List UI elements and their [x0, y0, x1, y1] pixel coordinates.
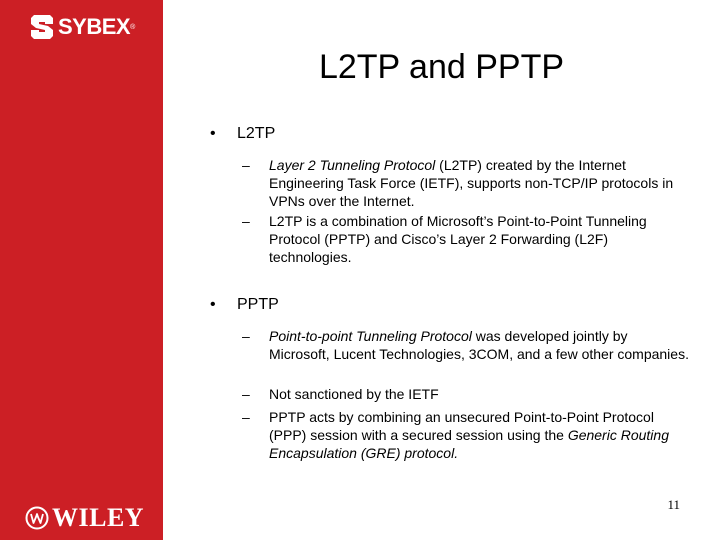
- italic-term: Layer 2 Tunneling Protocol: [269, 157, 436, 173]
- dash-marker: –: [242, 328, 250, 344]
- bullet-label: L2TP: [237, 125, 276, 142]
- slide-title: L2TP and PPTP: [318, 48, 565, 86]
- dash-marker: –: [242, 213, 250, 229]
- italic-term: Generic Routing Encapsulation (GRE) protocol.: [269, 427, 669, 461]
- subitem-text: L2TP is a combination of Microsoft’s Point-to-Point Tunneling Protocol (PPTP) and Cisco’s Layer 2 Forwarding (L2F) technologies.: [269, 213, 647, 265]
- subitem-body: was developed jointly by Microsoft, Lucent Technologies, 3COM, and a few other companies.: [269, 328, 689, 362]
- subitem-text: Not sanctioned by the IETF: [269, 386, 439, 402]
- dash-marker: –: [242, 386, 250, 402]
- dash-marker: –: [242, 409, 250, 425]
- trademark-symbol: ®: [130, 23, 136, 31]
- dash-marker: –: [242, 157, 250, 173]
- wiley-logo: [25, 505, 144, 531]
- subitem-body: (L2TP) created by the Internet Engineering Task Force (IETF), supports non-TCP/IP protocols in VPNs over the Internet.: [269, 157, 674, 209]
- sybex-logo: [30, 14, 135, 40]
- bullet-marker: •: [210, 296, 216, 313]
- sybex-emblem-icon: [30, 14, 54, 40]
- wiley-wordmark: WILEY: [52, 503, 145, 532]
- subitem-text: [269, 408, 689, 462]
- sidebar: [0, 0, 163, 540]
- subitem-text: [269, 156, 689, 210]
- bullet-marker: •: [210, 125, 216, 142]
- subitem-body: PPTP acts by combining an unsecured Point-to-Point Protocol (PPP) session with a secured session using the: [269, 409, 654, 443]
- page-number: 11: [667, 497, 680, 512]
- sybex-wordmark: SYBEX: [58, 14, 131, 39]
- subitem-text: [269, 327, 689, 363]
- bullet-label: PPTP: [237, 296, 279, 313]
- italic-term: Point-to-point Tunneling Protocol: [269, 328, 472, 344]
- wiley-emblem-icon: [25, 506, 49, 530]
